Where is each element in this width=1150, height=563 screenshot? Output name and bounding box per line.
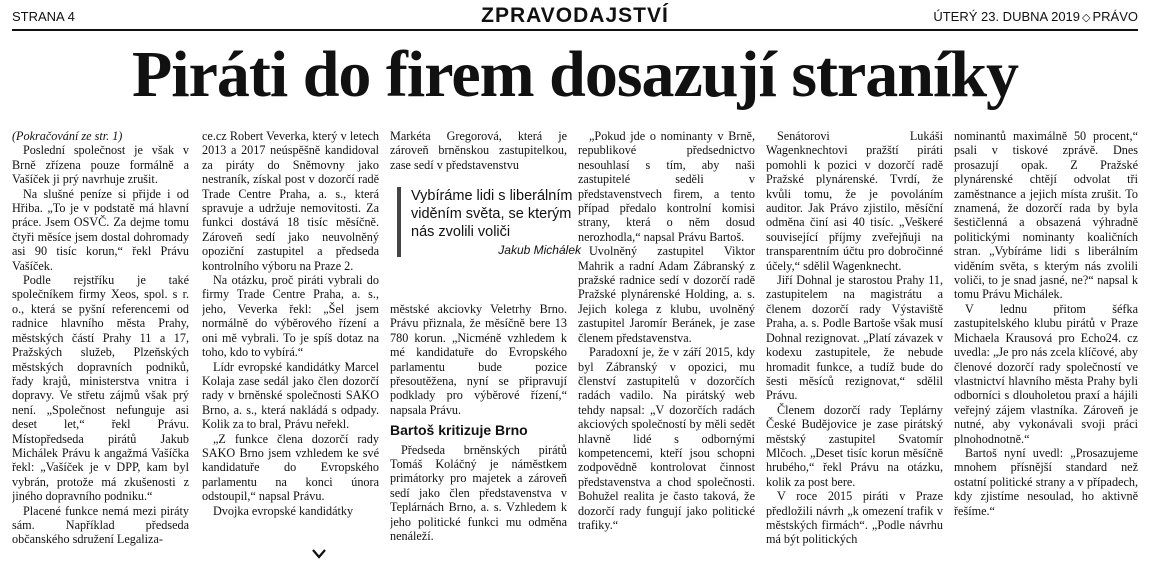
paragraph: Senátorovi Lukáši Wagenknechtovi pražští piráti pomohli k pozici v dozorčí radě Pražské plynárenské. Tvrdí, že kvůli tomu, že je povoláním auditor. Jak Právo zjistilo, měsíční odměna činí asi 40 tisíc. „Veškeré související příjmy zveřejňuji na transparentním účtu pro dobročinné účely,“ sdělil Wagenknecht.	[766, 129, 943, 273]
paragraph: městské akciovky Veletrhy Brno. Právu přiznala, že měsíčně bere 13 780 korun. „Nicméně vzhledem k mé kandidatuře do Evropského parlamentu bude pozice přesoutěžena, nyní se připravují podklady pro výběrové řízení,“ napsala Právu.	[390, 302, 567, 417]
paragraph: „Z funkce člena dozorčí rady SAKO Brno jsem vzhledem ke své kandidatuře do Evropského parlamentu na konci února odstoupil,“ napsal Právu.	[202, 431, 379, 504]
headline: Piráti do firem dosazují straníky	[131, 38, 1019, 111]
column-3-bottom	[390, 302, 567, 560]
paragraph: Bartoš nyní uvedl: „Prosazujeme mnohem přísnější standard než ostatní politické strany a v případech, kdy zjistíme nesoulad, ho aktivně řešíme.“	[954, 445, 1138, 518]
pull-quote	[397, 187, 581, 257]
column-4	[578, 129, 755, 559]
header-rule	[12, 29, 1138, 31]
column-2	[202, 129, 379, 559]
pull-quote-text: Vybíráme lidi s liberálním viděním světa, se kterým nás zvolili voliči	[411, 188, 573, 240]
paragraph: Na slušné peníze si přijde i od Hřiba. „To je v podstatě má hlavní práce. Jsem OSVČ. Za dejme tomu čtyři měsíce jsem dostal dohromady asi 90 tisíc korun,“ řekl Právu Vašíček.	[12, 186, 189, 273]
column-3-top	[390, 129, 567, 177]
paragraph: Jiří Dohnal je starostou Prahy 11, zastupitelem na magistrátu a členem dozorčí rady Výstaviště Praha, a. s. Podle Bartoše však musí Dohnal rezignovat. „Platí závazek v kodexu zastupitele, že nebude hromadit funkce, a tudíž bude do šesti měsíců rezignovat,“ sdělil Právu.	[766, 273, 943, 403]
paragraph: Členem dozorčí rady Teplárny České Budějovice je zase pirátský městský zastupitel Svatomír Mlčoch. „Deset tisíc korun měsíčně hrubého,“ řekl Právu na otázku, kolik za post bere.	[766, 402, 943, 489]
paragraph: Dvojka evropské kandidátky	[213, 503, 354, 518]
continuation-note: (Pokračování ze str. 1)	[12, 129, 123, 143]
column-1	[12, 129, 189, 559]
paragraph: Na otázku, proč piráti vybrali do firmy Trade Centre Praha, a. s., jeho, Veverka řekl: „Šel jsem normálně do výběrového řízení a oni mě vybrali. To je spíš dotaz na toho, kdo to vybírá.“	[202, 273, 379, 360]
publication-name: PRÁVO	[1092, 9, 1138, 24]
paragraph: Placené funkce nemá mezi piráty sám. Například předseda občanského sdružení Legaliza-	[12, 503, 189, 547]
page-number: STRANA 4	[12, 9, 75, 24]
paragraph: Markéta Gregorová, která je zároveň brněnskou zastupitelkou, zase sedí v představenstvu	[390, 129, 567, 172]
column-5	[766, 129, 943, 559]
paragraph: Podle rejstříku je také společníkem firmy Xeos, spol. s r. o., která se pyšní referencemi od radnice hlavního města Prahy, městských částí Prahy 11 a 17, Pražských služeb, Plzeňských městských dopravních podniků, řady krajů, ministerstva vnitra i dopravy. Ve střetu zájmů však prý není. „Společnost nefunguje asi deset let,“ řekl Právu. Místopředseda pirátů Jakub Michálek Právu k angažmá Vašíčka řekl: „Vašíček je v DPP, kam byl vybrán, protože má zkušenosti z jiného dopravního podniku.“	[12, 273, 189, 504]
paragraph: nominantů maximálně 50 procent,“ psali v tiskové zprávě. Dnes prosazují opak. Z Pražské plynárenské chtějí odvolat tři zaměstnance a jejich místa zrušit. To znamená, že dozorčí rada by byla šestičlenná a obsazená výhradně politickými nominanty koaličních stran. „Vybíráme lidi s liberálním viděním světa, s kterým nás zvolili voliči, to je snad jasné, ne?“ napsal k tomu Právu Michálek.	[954, 129, 1138, 302]
subheading: Bartoš kritizuje Brno	[390, 422, 528, 439]
paragraph: V lednu přitom šéfka zastupitelského klubu pirátů v Praze Michaela Krausová pro Echo24. cz uvedla: „Je pro nás zcela klíčové, aby členové dozorčí rady společností ve vlastnictví hlavního města Prahy byli odborníci s dlouholetou praxí a hájili veřejný zájem vlastníka. Zároveň je nutné, aby vykonávali svoji práci plnohodnotně.“	[954, 301, 1138, 446]
page-header	[12, 6, 1138, 28]
paragraph: „Pokud jde o nominanty v Brně, republikové předsednictvo nesouhlasí s tím, aby naši zastupitelé seděli v představenstvech firem, a tento případ předalo kontrolní komisi strany, která o něm dosud nerozhodla,“ napsal Právu Bartoš.	[578, 129, 755, 244]
paragraph: Paradoxní je, že v září 2015, kdy byl Zábranský v opozici, mu členství zastupitelů v dozorčích radách vadilo. Na pirátský web tehdy napsal: „V dozorčích radách akciových společností by měli sedět hlavně lidé s odbornými kompetencemi, kteří jsou schopni zodpovědně kontrolovat činnost představenstva a chod společnosti. Bohužel realita je často taková, že dozorčí rady fungují jako politické trafiky.“	[578, 345, 755, 532]
issue-date	[933, 9, 1138, 24]
paragraph: Předseda brněnských pirátů Tomáš Koláčný je náměstkem primátorky pro majetek a zároveň sedí jako člen představenstva v Teplárnách Brno, a. s. Vzhledem k jeho politické funkci mu odměna nenáleží.	[390, 442, 567, 544]
date-text: ÚTERÝ 23. DUBNA 2019	[933, 9, 1081, 24]
chevron-down-icon	[312, 547, 326, 563]
paragraph: Uvolněný zastupitel Viktor Mahrik a radní Adam Zábranský z pražské radnice sedí v dozorčí radě Pražské plynárenské Holding, a. s. Jejich kolega z klubu, uvolněný zastupitel Jaromír Beránek, je zase členem představenstva.	[578, 244, 755, 345]
column-6	[954, 129, 1138, 559]
chevron-down-icon-svg	[312, 549, 326, 559]
paragraph: V roce 2015 piráti v Praze předložili návrh „k omezení trafik v městských firmách“. „Podle návrhu má být politických	[766, 489, 943, 547]
paragraph: ce.cz Robert Veverka, který v letech 2013 a 2017 neúspěšně kandidoval za piráty do Sněmovny jako nestraník, získal post v dozorčí radě Trade Centre Praha, a. s., která spravuje a udržuje nemovitosti. Za funkci dostává 18 tisíc měsíčně. Zároveň sedí jako neuvolněný opoziční zastupitel a předseda kontrolního výboru na Praze 2.	[202, 129, 379, 273]
paragraph: Poslední společnost je však v Brně zřízena pouze formálně a Vašíček ji prý navrhuje zrušit.	[12, 143, 189, 187]
paragraph: Lídr evropské kandidátky Marcel Kolaja zase sedál jako člen dozorčí rady v brněnské společnosti SAKO Brno, a. s., která nakládá s odpady. Kolik za to bral, Právu neřekl.	[202, 359, 379, 432]
pull-quote-author: Jakub Michálek	[498, 243, 581, 257]
section-title: ZPRAVODAJSTVÍ	[481, 4, 669, 27]
diamond-icon: ◇	[1082, 12, 1091, 24]
